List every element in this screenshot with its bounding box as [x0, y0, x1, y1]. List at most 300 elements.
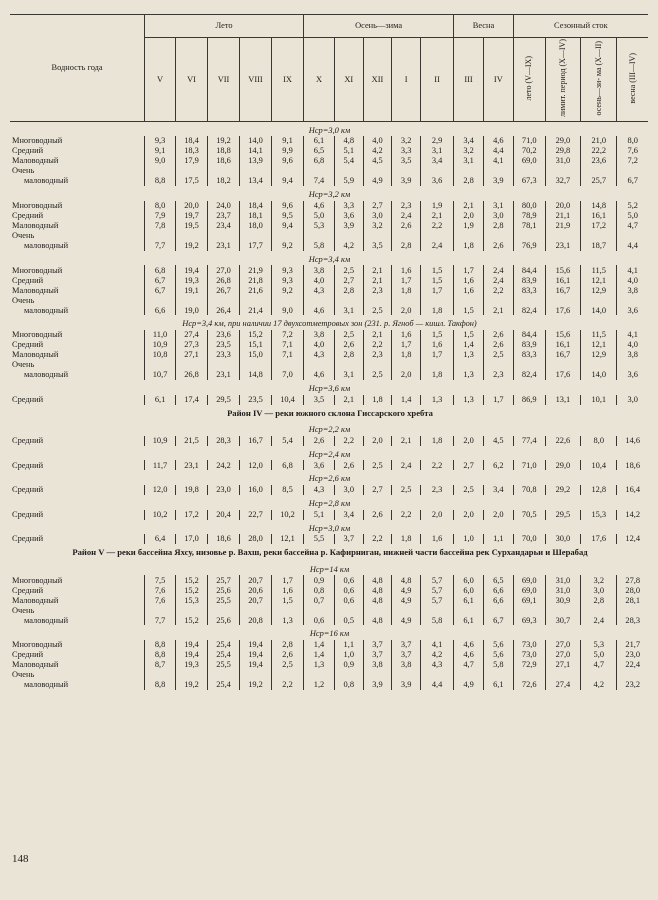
table-cell: 1,8 — [392, 350, 421, 360]
row-label: Средний — [12, 146, 44, 156]
table-cell — [176, 670, 208, 680]
row-label: Средний — [12, 435, 44, 445]
table-cell: 22,4 — [617, 660, 648, 670]
table-cell: 21,7 — [617, 640, 648, 650]
table-cell: 2,0 — [421, 510, 454, 520]
table-cell: 7,1 — [272, 350, 304, 360]
table-row — [10, 460, 648, 470]
table-cell — [208, 295, 240, 305]
table-cell: 17,0 — [176, 534, 208, 544]
table-cell: 2,0 — [392, 370, 421, 380]
table-cell: 3,9 — [334, 221, 363, 231]
table-cell — [421, 360, 454, 370]
table-cell: 2,6 — [363, 510, 392, 520]
table-cell: 6,7 — [483, 615, 513, 625]
seasonal-header — [545, 38, 580, 122]
table-cell — [392, 360, 421, 370]
table-cell: 70,2 — [513, 146, 545, 156]
table-cell: 1,7 — [392, 340, 421, 350]
table-cell: 1,5 — [421, 330, 454, 340]
table-cell: 3,1 — [334, 370, 363, 380]
table-cell: 11,5 — [581, 265, 617, 275]
table-cell: 2,3 — [392, 201, 421, 211]
table-cell: 6,6 — [145, 305, 176, 315]
table-cell: 6,1 — [145, 395, 176, 405]
group-header-spring: Весна — [454, 15, 514, 38]
table-row — [10, 670, 648, 680]
table-cell: 9,3 — [272, 275, 304, 285]
table-cell: 2,7 — [454, 460, 484, 470]
table-cell: 2,5 — [392, 485, 421, 495]
table-cell: 3,8 — [617, 350, 648, 360]
table-cell: 5,3 — [581, 640, 617, 650]
table-cell: 2,0 — [454, 211, 484, 221]
table-cell — [513, 360, 545, 370]
table-cell: 2,5 — [454, 485, 484, 495]
table-cell — [545, 231, 580, 241]
table-cell: 23,1 — [545, 241, 580, 251]
table-cell: 2,1 — [421, 211, 454, 221]
table-cell: 1,2 — [304, 680, 335, 690]
row-label: Маловодный — [12, 156, 59, 166]
month-header: II — [421, 38, 454, 122]
table-cell: 73,0 — [513, 650, 545, 660]
table-cell — [363, 231, 392, 241]
seasonal-header — [513, 38, 545, 122]
table-cell: 1,7 — [421, 350, 454, 360]
table-cell: 10,4 — [581, 460, 617, 470]
table-cell: 10,9 — [145, 340, 176, 350]
row-label: Многоводный — [12, 330, 63, 340]
table-cell: 8,7 — [145, 660, 176, 670]
table-cell: 18,6 — [208, 534, 240, 544]
month-header: I — [392, 38, 421, 122]
table-cell: 19,4 — [176, 650, 208, 660]
table-cell: 8,5 — [272, 485, 304, 495]
table-cell: 67,3 — [513, 176, 545, 186]
table-cell: 2,4 — [483, 265, 513, 275]
table-row — [10, 485, 648, 495]
altitude-label: Hср=3,0 км — [308, 523, 351, 533]
table-cell — [392, 605, 421, 615]
table-cell: 30,7 — [545, 615, 580, 625]
month-header: VI — [176, 38, 208, 122]
row-label: Многоводный — [12, 640, 63, 650]
table-cell: 7,4 — [304, 176, 335, 186]
table-row — [10, 265, 648, 275]
table-cell: 2,2 — [334, 436, 363, 446]
table-cell: 20,0 — [176, 201, 208, 211]
table-cell: 12,9 — [581, 285, 617, 295]
altitude-header-row — [10, 520, 648, 535]
table-cell: 23,1 — [176, 460, 208, 470]
table-cell: 2,2 — [272, 680, 304, 690]
table-cell: 1,7 — [392, 275, 421, 285]
row-label: маловодный — [24, 176, 69, 186]
table-cell: 2,0 — [454, 510, 484, 520]
table-cell: 2,1 — [363, 275, 392, 285]
table-cell: 6,7 — [145, 275, 176, 285]
table-cell: 6,8 — [145, 265, 176, 275]
row-label: Средний — [12, 211, 44, 220]
table-cell — [334, 166, 363, 176]
table-cell: 4,7 — [454, 660, 484, 670]
table-row — [10, 330, 648, 340]
table-cell: 83,9 — [513, 340, 545, 350]
table-row — [10, 660, 648, 670]
table-cell — [392, 231, 421, 241]
table-cell — [392, 166, 421, 176]
table-cell: 72,6 — [513, 680, 545, 690]
table-cell — [454, 231, 484, 241]
table-cell: 9,3 — [272, 265, 304, 275]
table-cell — [392, 295, 421, 305]
table-cell: 21,6 — [240, 285, 272, 295]
table-cell: 4,6 — [454, 650, 484, 660]
table-cell: 4,0 — [304, 340, 335, 350]
row-label: Очень — [12, 605, 35, 615]
table-cell: 4,6 — [304, 305, 335, 315]
table-cell: 4,7 — [617, 221, 648, 231]
table-cell: 6,7 — [617, 176, 648, 186]
table-cell — [240, 360, 272, 370]
table-cell: 10,2 — [145, 510, 176, 520]
table-cell: 20,0 — [545, 201, 580, 211]
table-cell: 2,2 — [363, 534, 392, 544]
altitude-label: Hср=3,2 км — [308, 190, 351, 200]
table-cell — [304, 605, 335, 615]
table-cell — [581, 670, 617, 680]
table-cell: 29,5 — [545, 510, 580, 520]
table-cell: 27,1 — [545, 660, 580, 670]
table-cell: 19,4 — [240, 650, 272, 660]
altitude-header-row — [10, 446, 648, 461]
table-cell: 4,9 — [454, 680, 484, 690]
table-cell: 9,0 — [145, 156, 176, 166]
table-cell — [545, 670, 580, 680]
table-cell: 5,1 — [304, 510, 335, 520]
altitude-label: Hср=2,6 км — [308, 474, 351, 484]
table-cell: 70,0 — [513, 534, 545, 544]
table-cell — [304, 670, 335, 680]
table-cell: 26,8 — [208, 275, 240, 285]
table-cell — [145, 295, 176, 305]
table-cell: 3,0 — [363, 211, 392, 221]
table-cell: 3,6 — [617, 305, 648, 315]
table-cell: 22,6 — [545, 436, 580, 446]
row-label: Маловодный — [12, 285, 59, 295]
row-label: Средний — [12, 534, 44, 544]
table-cell: 28,1 — [617, 595, 648, 605]
row-label: Многоводный — [12, 575, 63, 585]
table-cell: 3,7 — [363, 640, 392, 650]
seasonal-header-text: весна (III—IV) — [627, 52, 637, 104]
table-row — [10, 395, 648, 405]
table-cell — [545, 605, 580, 615]
table-cell: 19,2 — [208, 136, 240, 146]
table-cell — [617, 670, 648, 680]
table-cell: 5,7 — [421, 595, 454, 605]
table-cell: 8,8 — [145, 176, 176, 186]
table-cell: 6,1 — [454, 615, 484, 625]
table-cell: 6,7 — [145, 285, 176, 295]
table-cell: 4,3 — [304, 285, 335, 295]
table-cell — [272, 360, 304, 370]
row-label: Очень — [12, 360, 35, 370]
table-cell — [513, 166, 545, 176]
row-label: Средний — [12, 585, 44, 595]
group-header-summer: Лето — [145, 15, 304, 38]
table-cell — [240, 295, 272, 305]
table-cell: 3,2 — [581, 575, 617, 585]
table-cell: 3,1 — [454, 156, 484, 166]
table-cell: 2,6 — [483, 330, 513, 340]
table-cell: 3,1 — [334, 305, 363, 315]
table-cell: 78,1 — [513, 221, 545, 231]
table-cell: 4,4 — [421, 680, 454, 690]
table-cell — [483, 231, 513, 241]
table-cell: 12,8 — [581, 485, 617, 495]
table-cell: 24,0 — [208, 201, 240, 211]
row-label: Маловодный — [12, 595, 59, 605]
table-cell: 76,9 — [513, 241, 545, 251]
table-cell: 9,2 — [272, 241, 304, 251]
month-header: VII — [208, 38, 240, 122]
row-label: Средний — [12, 340, 44, 350]
table-row — [10, 510, 648, 520]
table-cell: 4,1 — [617, 265, 648, 275]
table-cell: 2,0 — [454, 436, 484, 446]
table-cell — [617, 360, 648, 370]
month-header: IV — [483, 38, 513, 122]
row-label: Маловодный — [12, 350, 59, 360]
table-cell: 6,0 — [454, 585, 484, 595]
table-cell: 21,4 — [240, 305, 272, 315]
table-cell: 13,4 — [240, 176, 272, 186]
district-title: Район IV — реки южного склона Гиссарского хребта — [227, 407, 433, 418]
table-cell: 83,9 — [513, 275, 545, 285]
table-cell — [581, 295, 617, 305]
table-cell: 15,2 — [176, 585, 208, 595]
table-cell: 17,5 — [176, 176, 208, 186]
table-row — [10, 156, 648, 166]
table-cell: 5,2 — [617, 201, 648, 211]
table-cell: 21,9 — [240, 265, 272, 275]
table-cell: 2,5 — [483, 350, 513, 360]
table-cell: 0,6 — [334, 595, 363, 605]
table-cell — [454, 166, 484, 176]
table-cell: 17,4 — [176, 395, 208, 405]
table-cell: 9,4 — [272, 221, 304, 231]
table-cell: 2,6 — [483, 340, 513, 350]
table-cell: 71,0 — [513, 136, 545, 146]
table-cell: 80,0 — [513, 201, 545, 211]
table-cell: 19,8 — [176, 485, 208, 495]
table-cell: 20,7 — [240, 595, 272, 605]
table-cell: 1,9 — [454, 221, 484, 231]
table-cell: 1,8 — [454, 241, 484, 251]
table-cell: 5,8 — [421, 615, 454, 625]
altitude-header-row — [10, 315, 648, 330]
table-cell: 4,8 — [363, 595, 392, 605]
table-cell: 3,5 — [304, 395, 335, 405]
table-cell — [483, 670, 513, 680]
table-cell: 0,6 — [334, 575, 363, 585]
table-cell: 23,0 — [208, 485, 240, 495]
table-cell: 4,8 — [334, 136, 363, 146]
table-cell: 7,2 — [617, 156, 648, 166]
table-cell: 21,9 — [545, 221, 580, 231]
table-cell — [208, 670, 240, 680]
table-cell: 1,4 — [454, 340, 484, 350]
table-cell — [272, 605, 304, 615]
table-cell — [304, 231, 335, 241]
table-cell: 7,5 — [145, 575, 176, 585]
table-cell: 4,8 — [363, 575, 392, 585]
table-cell: 16,4 — [617, 485, 648, 495]
table-cell: 2,6 — [334, 460, 363, 470]
table-cell: 15,3 — [176, 595, 208, 605]
table-cell: 9,6 — [272, 156, 304, 166]
table-cell: 29,8 — [545, 146, 580, 156]
table-cell — [421, 231, 454, 241]
table-cell — [208, 231, 240, 241]
table-cell: 2,1 — [363, 265, 392, 275]
table-cell: 25,4 — [208, 680, 240, 690]
table-cell — [363, 166, 392, 176]
table-cell: 2,2 — [392, 510, 421, 520]
table-row — [10, 575, 648, 585]
table-cell: 4,0 — [617, 275, 648, 285]
table-cell: 32,7 — [545, 176, 580, 186]
table-cell: 1,5 — [454, 305, 484, 315]
altitude-label: Hср=2,2 км — [308, 425, 351, 435]
table-cell: 70,5 — [513, 510, 545, 520]
table-cell: 19,2 — [240, 680, 272, 690]
table-cell: 3,9 — [363, 680, 392, 690]
table-cell — [145, 166, 176, 176]
table-body — [10, 121, 648, 690]
table-cell: 28,3 — [617, 615, 648, 625]
row-label: Средний — [12, 650, 44, 660]
table-cell: 31,0 — [545, 575, 580, 585]
month-header: XII — [363, 38, 392, 122]
table-cell: 18,6 — [617, 460, 648, 470]
table-cell: 4,1 — [617, 330, 648, 340]
table-cell: 3,7 — [392, 640, 421, 650]
table-cell: 4,1 — [483, 156, 513, 166]
table-cell: 1,8 — [421, 436, 454, 446]
table-cell: 27,0 — [208, 265, 240, 275]
table-cell: 28,3 — [208, 436, 240, 446]
table-cell — [421, 605, 454, 615]
table-cell: 3,9 — [392, 680, 421, 690]
table-cell — [304, 295, 335, 305]
table-cell: 1,3 — [421, 395, 454, 405]
table-cell — [581, 166, 617, 176]
table-cell: 84,4 — [513, 330, 545, 340]
table-cell: 4,7 — [581, 660, 617, 670]
table-cell: 25,4 — [208, 640, 240, 650]
table-cell: 72,9 — [513, 660, 545, 670]
table-cell: 15,1 — [240, 340, 272, 350]
table-cell: 8,8 — [145, 650, 176, 660]
altitude-label: Hср=3,4 км — [308, 254, 351, 264]
table-cell: 2,8 — [334, 285, 363, 295]
table-cell: 15,2 — [240, 330, 272, 340]
seasonal-header-text: лето (V—IX) — [524, 55, 534, 101]
table-cell: 2,1 — [334, 395, 363, 405]
table-cell: 27,4 — [176, 330, 208, 340]
table-cell: 18,6 — [208, 156, 240, 166]
altitude-header-row — [10, 121, 648, 136]
table-cell — [483, 360, 513, 370]
row-label: Средний — [12, 509, 44, 519]
table-cell: 82,4 — [513, 305, 545, 315]
table-cell: 18,7 — [581, 241, 617, 251]
table-cell: 9,0 — [272, 305, 304, 315]
table-cell: 2,5 — [272, 660, 304, 670]
table-cell: 3,8 — [392, 660, 421, 670]
table-cell: 3,2 — [392, 136, 421, 146]
table-cell: 2,5 — [334, 330, 363, 340]
table-cell: 5,4 — [272, 436, 304, 446]
month-header: IX — [272, 38, 304, 122]
table-row — [10, 295, 648, 305]
table-cell: 13,9 — [240, 156, 272, 166]
table-cell: 1,6 — [272, 585, 304, 595]
table-cell: 82,4 — [513, 370, 545, 380]
table-cell: 9,3 — [145, 136, 176, 146]
table-cell: 6,1 — [483, 680, 513, 690]
month-header: III — [454, 38, 484, 122]
table-cell: 1,8 — [392, 534, 421, 544]
table-cell: 26,8 — [176, 370, 208, 380]
table-cell: 14,6 — [617, 436, 648, 446]
table-cell: 6,1 — [304, 136, 335, 146]
table-cell: 3,0 — [334, 485, 363, 495]
table-cell: 5,6 — [483, 640, 513, 650]
row-label: Маловодный — [12, 660, 59, 670]
table-cell: 4,0 — [363, 136, 392, 146]
row-label: маловодный — [24, 305, 69, 315]
table-cell: 3,6 — [617, 370, 648, 380]
table-cell: 16,7 — [545, 285, 580, 295]
table-cell: 18,3 — [176, 146, 208, 156]
table-cell: 2,0 — [483, 510, 513, 520]
table-cell: 5,7 — [421, 585, 454, 595]
table-cell: 6,8 — [272, 460, 304, 470]
table-cell — [483, 605, 513, 615]
table-cell: 12,1 — [581, 275, 617, 285]
table-cell: 23,4 — [208, 221, 240, 231]
table-cell: 1,6 — [454, 285, 484, 295]
table-cell: 4,6 — [304, 370, 335, 380]
table-cell: 15,6 — [545, 330, 580, 340]
table-cell — [145, 605, 176, 615]
table-cell — [513, 670, 545, 680]
table-cell: 2,3 — [363, 285, 392, 295]
table-cell: 9,6 — [272, 201, 304, 211]
table-cell: 24,2 — [208, 460, 240, 470]
table-cell: 3,3 — [334, 201, 363, 211]
table-row — [10, 595, 648, 605]
table-cell: 2,3 — [363, 350, 392, 360]
table-row — [10, 275, 648, 285]
table-cell: 2,0 — [363, 436, 392, 446]
table-cell: 13,1 — [545, 395, 580, 405]
table-cell: 11,7 — [145, 460, 176, 470]
